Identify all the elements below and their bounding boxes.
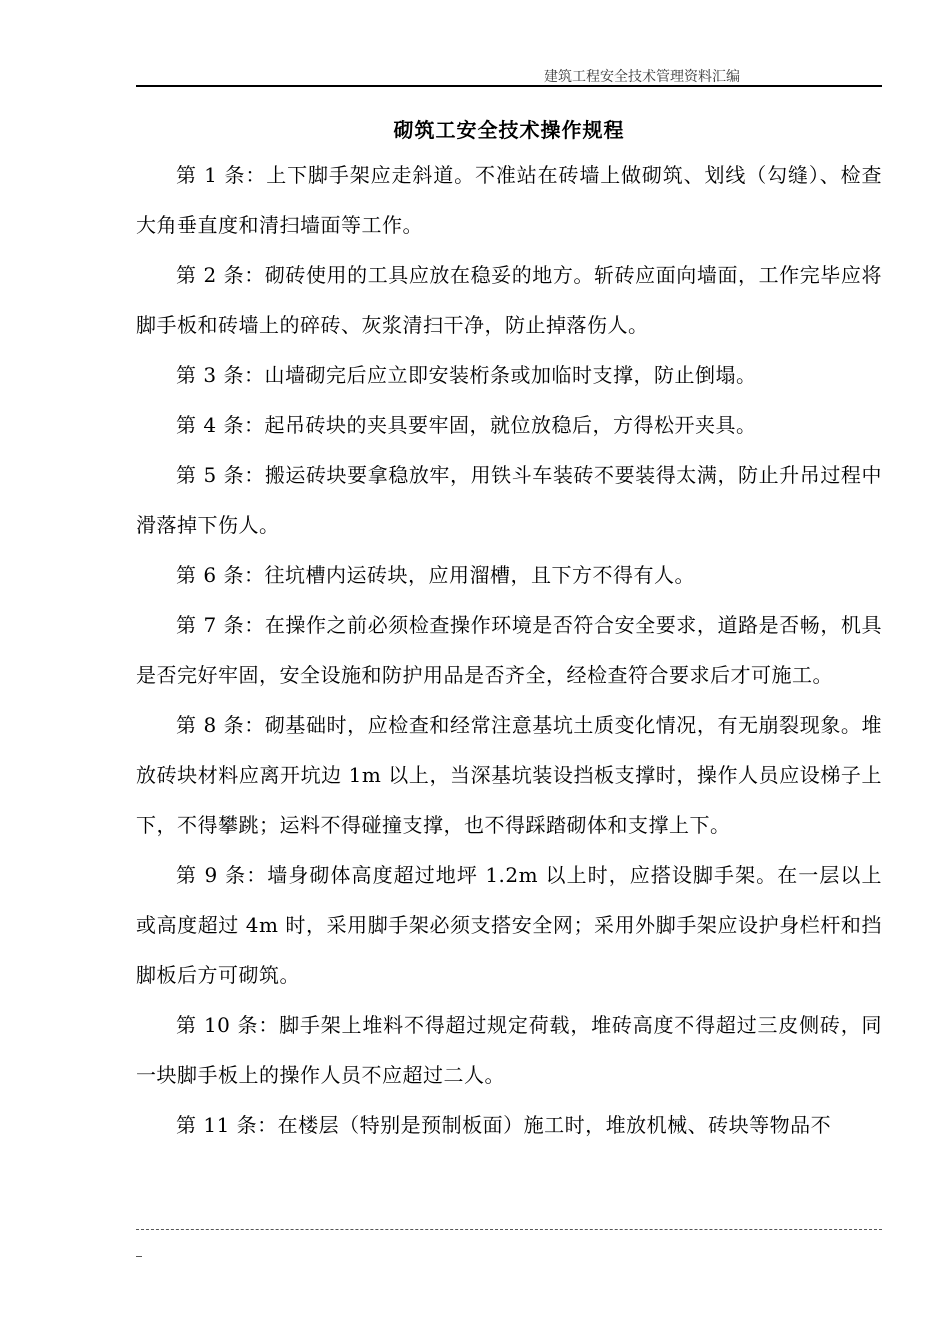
running-header: 建筑工程安全技术管理资料汇编 [544,69,740,85]
footer-divider-tail [136,1256,142,1257]
article-7: 第 7 条：在操作之前必须检查操作环境是否符合安全要求，道路是否畅，机具是否完好牢固，安全设施和防护用品是否齐全，经检查符合要求后才可施工。 [136,613,882,687]
article-9: 第 9 条：墙身砌体高度超过地坪 1.2m 以上时，应搭设脚手架。在一层以上或高度超过 4m 时，采用脚手架必须支搭安全网；采用外脚手架应设护身栏杆和挡脚板后方可砌筑。 [136,863,882,987]
header-rule [136,85,882,87]
article-4: 第 4 条：起吊砖块的夹具要牢固，就位放稳后，方得松开夹具。 [176,413,757,437]
footer-divider [136,1229,882,1230]
article-8: 第 8 条：砌基础时，应检查和经常注意基坑土质变化情况，有无崩裂现象。堆放砖块材料应离开坑边 1m 以上，当深基坑装设挡板支撑时，操作人员应设梯子上下，不得攀跳；运料不得碰撞支撑，也不得踩踏砌体和支撑上下。 [136,713,882,837]
article-11: 第 11 条：在楼层（特别是预制板面）施工时，堆放机械、砖块等物品不 [176,1113,832,1137]
article-1: 第 1 条：上下脚手架应走斜道。不准站在砖墙上做砌筑、划线（勾缝）、检查大角垂直度和清扫墙面等工作。 [136,163,882,237]
document-title: 砌筑工安全技术操作规程 [393,118,625,142]
article-10: 第 10 条：脚手架上堆料不得超过规定荷载，堆砖高度不得超过三皮侧砖，同一块脚手板上的操作人员不应超过二人。 [136,1013,882,1087]
article-5: 第 5 条：搬运砖块要拿稳放牢，用铁斗车装砖不要装得太满，防止升吊过程中滑落掉下伤人。 [136,463,882,537]
article-6: 第 6 条：往坑槽内运砖块，应用溜槽，且下方不得有人。 [176,563,695,587]
article-2: 第 2 条：砌砖使用的工具应放在稳妥的地方。斩砖应面向墙面，工作完毕应将脚手板和砖墙上的碎砖、灰浆清扫干净，防止掉落伤人。 [136,263,882,337]
document-body [136,150,882,1150]
article-3: 第 3 条：山墙砌完后应立即安装桁条或加临时支撑，防止倒塌。 [176,363,757,387]
